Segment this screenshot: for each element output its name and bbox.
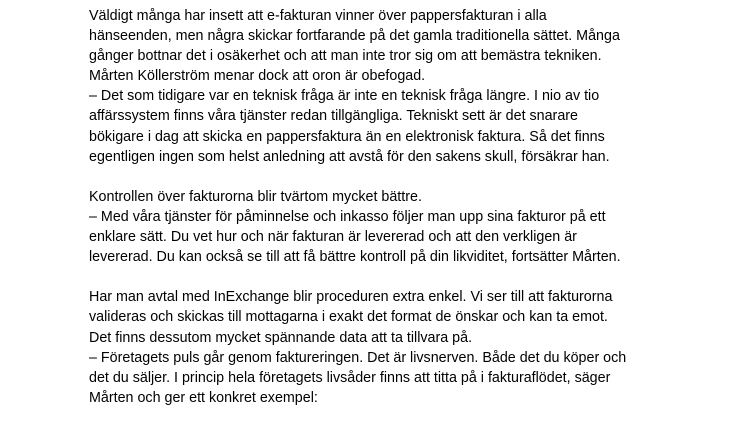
text-line: bökigare i dag att skicka en pappersfaktura än en elektronisk faktura. Så det finns	[89, 128, 605, 145]
document-body	[89, 6, 739, 428]
text-line: enklare sätt. Du vet hur och när fakturan är levererad och att den verkligen är	[89, 229, 577, 246]
text-line: valideras och skickas till mottagarna i exakt det format de önskar och kan ta emot.	[89, 309, 608, 326]
text-line: gånger bottnar det i osäkerhet och att man inte tror sig om att bemästra tekniken.	[89, 48, 602, 65]
text-line: affärssystem finns våra tjänster redan tillgängliga. Tekniskt sett är det snarare	[89, 108, 578, 125]
text-line: – Med våra tjänster för påminnelse och inkasso följer man upp sina fakturor på ett	[89, 208, 606, 225]
text-line: Har man avtal med InExchange blir proceduren extra enkel. Vi ser till att fakturorna	[89, 289, 613, 306]
paragraph-3	[89, 287, 739, 408]
text-line: det du säljer. I princip hela företagets livsåder finns att titta på i fakturaflödet, säger	[89, 369, 611, 386]
text-line: – Företagets puls går genom faktureringen. Det är livsnerven. Både det du köper och	[89, 349, 627, 366]
text-line: hänseenden, men några skickar fortfarande på det gamla traditionella sättet. Många	[89, 28, 620, 45]
text-line: Mårten och ger ett konkret exempel:	[89, 389, 318, 406]
text-line: Kontrollen över fakturorna blir tvärtom mycket bättre.	[89, 188, 422, 205]
text-line: levererad. Du kan också se till att få bättre kontroll på din likviditet, fortsätter Mårten.	[89, 249, 621, 266]
text-line: Mårten Köllerström menar dock att oron är obefogad.	[89, 68, 426, 85]
text-line: Det finns dessutom mycket spännande data att ta tillvara på.	[89, 329, 473, 346]
text-line: egentligen ingen som helst anledning att avstå för den sakens skull, försäkrar han.	[89, 148, 610, 165]
paragraph-2	[89, 187, 739, 267]
text-line: Väldigt många har insett att e-fakturan vinner över pappersfakturan i alla	[89, 8, 547, 24]
text-line: – Det som tidigare var en teknisk fråga är inte en teknisk fråga längre. I nio av tio	[89, 88, 600, 105]
paragraph-1	[89, 6, 739, 167]
